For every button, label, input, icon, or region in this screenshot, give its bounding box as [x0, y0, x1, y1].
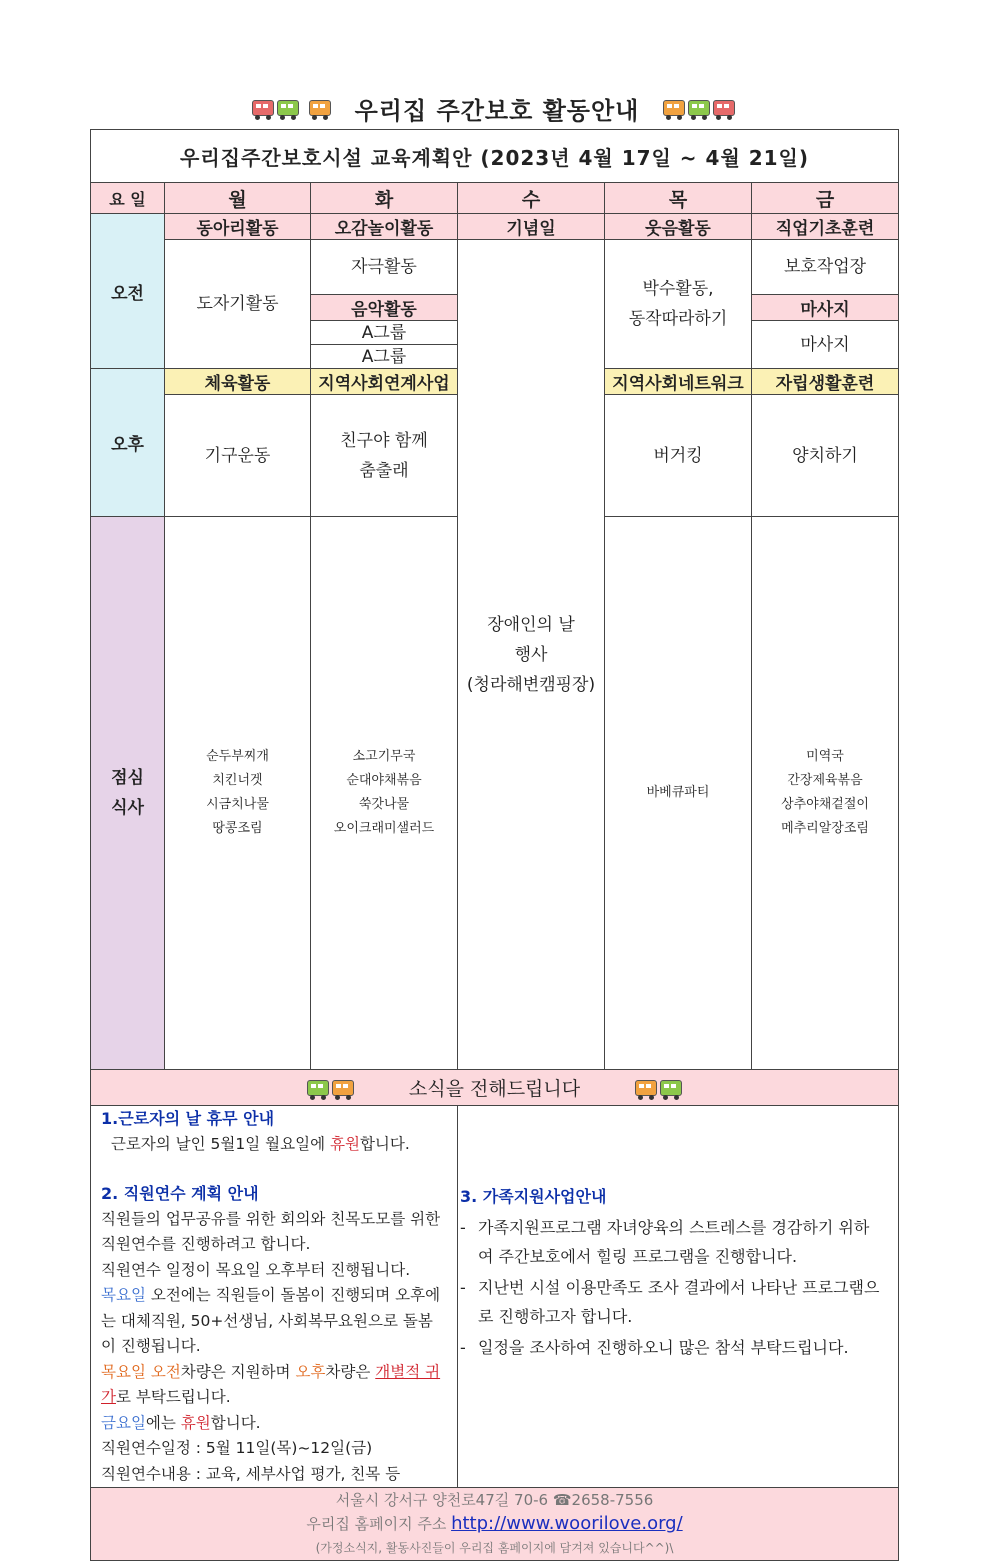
news2-line5: [101, 1411, 447, 1437]
am-thu-activity-line2: 동작따라하기: [628, 309, 728, 329]
news2-line4-c: 오후: [295, 1362, 326, 1381]
pm-mon-activity: 기구운동: [165, 395, 311, 517]
news2-line5-b: 에는: [145, 1413, 181, 1432]
train-icon: [663, 100, 735, 116]
news-header: [91, 1070, 899, 1106]
news2-heading: 2. 직원연수 계획 안내: [101, 1184, 259, 1203]
news-left: [91, 1106, 458, 1488]
pm-tue-activity-line1: 친구야 함께: [340, 430, 428, 451]
menu-item: 메추리알장조림: [781, 821, 869, 836]
am-fri-activity2: 마사지: [752, 321, 899, 369]
news1-text-pre: 근로자의 날인 5월1일 월요일에: [105, 1134, 330, 1153]
menu-item: 치킨너겟: [212, 773, 263, 788]
news3-bullet1-text: 가족지원프로그램 자녀양육의 스트레스를 경감하기 위하여 주간보호에서 힐링 프로그램을 진행합니다.: [478, 1218, 870, 1266]
news3-bullet3-text: 일정을 조사하여 진행하오니 많은 참석 부탁드립니다.: [478, 1338, 849, 1357]
page-title-text: 우리집 주간보호 활동안내: [354, 96, 640, 125]
news3-bullet2-text: 지난번 시설 이용만족도 조사 결과에서 나타난 프로그램으로 진행하고자 합니다.: [478, 1278, 880, 1326]
menu-item: 상추야채겉절이: [781, 797, 869, 812]
menu-item: 시금치나물: [206, 797, 269, 812]
news-title: 소식을 전해드립니다: [408, 1078, 581, 1100]
day-tue: 화: [311, 183, 458, 214]
wed-activity-line3: (청라해변캠핑장): [466, 674, 596, 695]
train-icon: [635, 1080, 682, 1096]
pm-thu-activity: 버거킹: [605, 395, 752, 517]
news2-line3: [101, 1283, 447, 1360]
news3-heading: 3. 가족지원사업안내: [460, 1187, 607, 1206]
am-mon-activity: 도자기활동: [165, 240, 311, 369]
am-tue-group2: A그룹: [311, 345, 458, 369]
pm-mon-category: 체육활동: [165, 369, 311, 395]
lunch-thu: [752, 517, 899, 1070]
menu-item: 오이크래미샐러드: [333, 821, 435, 836]
section-lunch: [91, 517, 165, 1070]
am-thu-activity: [605, 240, 752, 369]
menu-item: 땅콩조림: [212, 821, 263, 836]
am-tue-activity: 자극활동: [311, 240, 458, 295]
news2-line5-c: 합니다.: [210, 1413, 261, 1432]
news2-line2: 직원연수 일정이 목요일 오후부터 진행됩니다.: [101, 1260, 411, 1279]
pm-tue-activity-line2: 춤출래: [359, 460, 409, 481]
news2-line3-rest: 오전에는 직원들이 돌봄이 진행되며 오후에는 대체직원, 50+선생님, 사회복무요원으로 돌봄이 진행됩니다.: [101, 1286, 441, 1355]
menu-item: 순두부찌개: [206, 749, 269, 764]
footer-homepage: [91, 1512, 898, 1536]
wed-activity: [458, 240, 605, 1070]
pm-thu-category: 지역사회네트워크: [605, 369, 752, 395]
section-pm: 오후: [91, 369, 165, 517]
pm-fri-activity: 양치하기: [752, 395, 899, 517]
pm-tue-activity: [311, 395, 458, 517]
day-mon: 월: [165, 183, 311, 214]
am-mon-category: 동아리활동: [165, 214, 311, 240]
footer-homepage-label: 우리집 홈페이지 주소: [306, 1515, 452, 1533]
news2-line6: 직원연수일정 : 5월 11일(목)~12일(금): [101, 1439, 373, 1457]
train-icon: [307, 1080, 354, 1096]
am-tue-category: 오감놀이활동: [311, 214, 458, 240]
day-wed: 수: [458, 183, 605, 214]
am-thu-activity-line1: 박수활동,: [642, 279, 714, 299]
menu-item: 간장제육볶음: [787, 773, 863, 788]
news-right: [458, 1106, 899, 1488]
menu-item: 쑥갓나물: [358, 797, 410, 812]
news2-line7: 직원연수내용 : 교육, 세부사업 평가, 친목 등: [101, 1464, 401, 1483]
footer-note: (가정소식지, 활동사진들이 우리집 홈페이지에 담겨져 있습니다^^)\: [315, 1541, 674, 1555]
am-fri-category2: 마사지: [752, 295, 899, 321]
news2-line4-e: 개별적 귀가: [101, 1362, 441, 1406]
footer-address: 서울시 강서구 양천로47길 70-6 ☎2658-7556: [335, 1491, 654, 1509]
news1-heading: 1.근로자의 날 휴무 안내: [101, 1109, 275, 1128]
news2-line4-a: 목요일 오전: [101, 1362, 181, 1381]
news2-line4-b: 차량은 지원하며: [180, 1362, 296, 1381]
news3-bullet1: [460, 1213, 884, 1271]
day-label: 요 일: [91, 183, 165, 214]
news1-text: [101, 1132, 447, 1158]
pm-tue-category: 지역사회연계사업: [311, 369, 458, 395]
wed-activity-line2: 행사: [514, 644, 548, 665]
bullet-dash: -: [460, 1338, 466, 1357]
am-wed-category: 기념일: [458, 214, 605, 240]
news2-line5-blue: 금요일: [101, 1413, 146, 1432]
news1-text-red: 휴원: [329, 1134, 360, 1153]
news2-line3-blue: 목요일: [101, 1286, 146, 1304]
news1-text-post: 합니다.: [359, 1134, 410, 1153]
lunch-label-1: 점심: [111, 768, 144, 788]
menu-item: 소고기무국: [352, 749, 416, 764]
am-tue-group1: A그룹: [311, 321, 458, 345]
wed-activity-line1: 장애인의 날: [487, 614, 575, 635]
news3-bullet3: [460, 1333, 884, 1362]
train-icon: [252, 100, 299, 116]
news3-bullet2: [460, 1273, 884, 1331]
am-thu-category: 웃음활동: [605, 214, 752, 240]
homepage-link[interactable]: http://www.woorilove.org/: [451, 1513, 683, 1534]
pm-fri-category: 자립생활훈련: [752, 369, 899, 395]
page-title: [90, 88, 897, 128]
news2-line4-f: 로 부탁드립니다.: [115, 1388, 231, 1406]
day-fri: 금: [752, 183, 899, 214]
menu-item: 바베큐파티: [646, 785, 710, 800]
news2-line5-red: 휴원: [180, 1413, 211, 1432]
bullet-dash: -: [460, 1218, 466, 1237]
section-am: 오전: [91, 214, 165, 369]
am-fri-category: 직업기초훈련: [752, 214, 899, 240]
am-fri-activity: 보호작업장: [752, 240, 899, 295]
lunch-label-2: 식사: [111, 798, 144, 818]
lunch-tue: [311, 517, 458, 1070]
lunch-wed: [605, 517, 752, 1070]
menu-item: 미역국: [806, 749, 844, 764]
plan-title: 우리집주간보호시설 교육계획안 (2023년 4월 17일 ~ 4월 21일): [91, 130, 899, 183]
day-thu: 목: [605, 183, 752, 214]
train-icon: [309, 100, 331, 116]
news2-line4-d: 차량은: [325, 1362, 376, 1381]
am-tue-category2: 음악활동: [311, 295, 458, 321]
news2-line1: 직원들의 업무공유를 위한 회의와 친목도모를 위한 직원연수를 진행하려고 합니다.: [101, 1209, 441, 1253]
footer: [91, 1488, 899, 1561]
education-plan-table: [90, 129, 899, 1561]
menu-item: 순대야채볶음: [346, 773, 422, 788]
lunch-mon: [165, 517, 311, 1070]
bullet-dash: -: [460, 1278, 466, 1297]
